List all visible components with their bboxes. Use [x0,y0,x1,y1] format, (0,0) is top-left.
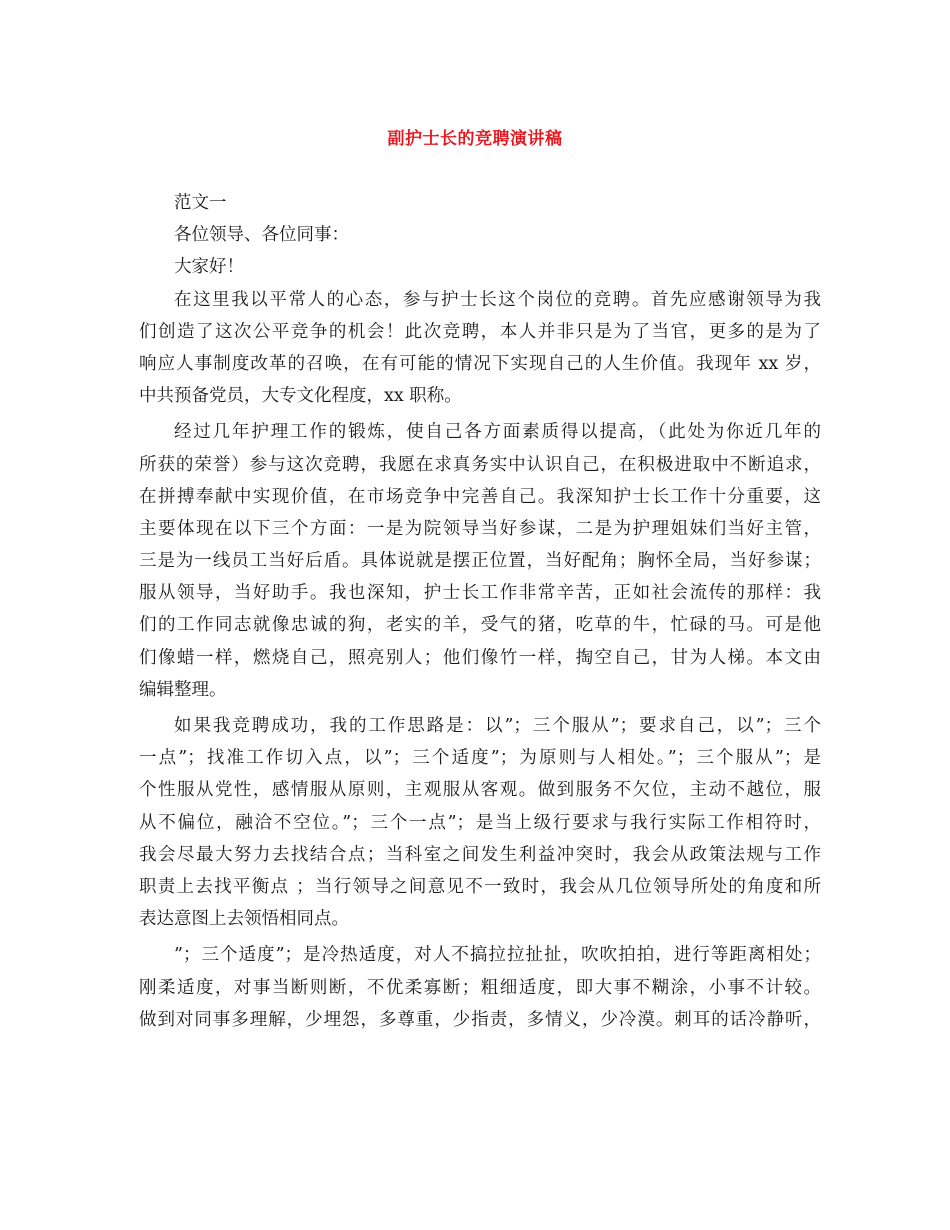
text-line: 所获的荣誉）参与这次竞聘，我愿在求真务实中认识自己，在积极进取中不断追求， [139,454,821,475]
text-line: 做到对同事多理解，少埋怨，多尊重，少指责，多情义，少冷漠。刺耳的话冷静听， [139,1009,821,1030]
text-line: 中共预备党员，大专文化程度，xx 职称。 [139,386,462,407]
text-line: 们创造了这次公平竞争的机会！此次竞聘，本人并非只是为了当官，更多的是为了 [139,321,821,342]
text-line: ”；三个适度”；是冷热适度，对人不搞拉拉扯扯，吹吹拍拍，进行等距离相处； [174,945,821,966]
text-line: 服从领导，当好助手。我也深知，护士长工作非常辛苦，正如社会流传的那样：我 [139,583,821,604]
text-line: 各位领导、各位同事： [174,225,349,246]
text-line: 一点”；找准工作切入点，以”；三个适度”；为原则与人相处。”；三个服从”；是 [139,748,821,769]
text-line: 从不偏位，融洽不空位。”；三个一点”；是当上级行要求与我行实际工作相符时， [139,812,821,833]
text-line: 如果我竞聘成功，我的工作思路是：以”；三个服从”；要求自己，以”；三个 [174,716,821,736]
text-line: 我会尽最大努力去找结合点；当科室之间发生利益冲突时，我会从政策法规与工作 [139,844,821,865]
text-line: 三是为一线员工当好后盾。具体说就是摆正位置，当好配角；胸怀全局，当好参谋； [139,551,821,572]
text-line: 在拼搏奉献中实现价值，在市场竞争中完善自己。我深知护士长工作十分重要，这 [139,486,821,507]
text-line: 表达意图上去领悟相同点。 [139,909,349,930]
document-title: 副护士长的竞聘演讲稿 [387,129,563,149]
text-line: 响应人事制度改革的召唤，在有可能的情况下实现自己的人生价值。我现年 xx 岁， [139,353,821,374]
text-line: 们的工作同志就像忠诚的狗，老实的羊，受气的猪，吃草的牛，忙碌的马。可是他 [139,615,821,636]
text-line: 大家好！ [174,257,244,278]
text-line: 职责上去找平衡点 ；当行领导之间意见不一致时，我会从几位领导所处的角度和所 [139,876,821,897]
text-line: 主要体现在以下三个方面：一是为院领导当好参谋，二是为护理姐妹们当好主管， [139,518,821,539]
text-line: 编辑整理。 [139,679,227,700]
text-line: 们像蜡一样，燃烧自己，照亮别人；他们像竹一样，掏空自己，甘为人梯。本文由 [139,647,821,668]
document-body [139,187,821,1036]
text-line: 范文一 [174,193,227,213]
text-line: 刚柔适度，对事当断则断，不优柔寡断；粗细适度，即大事不糊涂，小事不计较。 [139,977,821,998]
text-line: 个性服从党性，感情服从原则，主观服从客观。做到服务不欠位，主动不越位，服 [139,780,821,801]
text-line: 在这里我以平常人的心态，参与护士长这个岗位的竞聘。首先应感谢领导为我 [174,289,821,310]
text-line: 经过几年护理工作的锻炼，使自己各方面素质得以提高，（此处为你近几年的 [174,422,821,443]
